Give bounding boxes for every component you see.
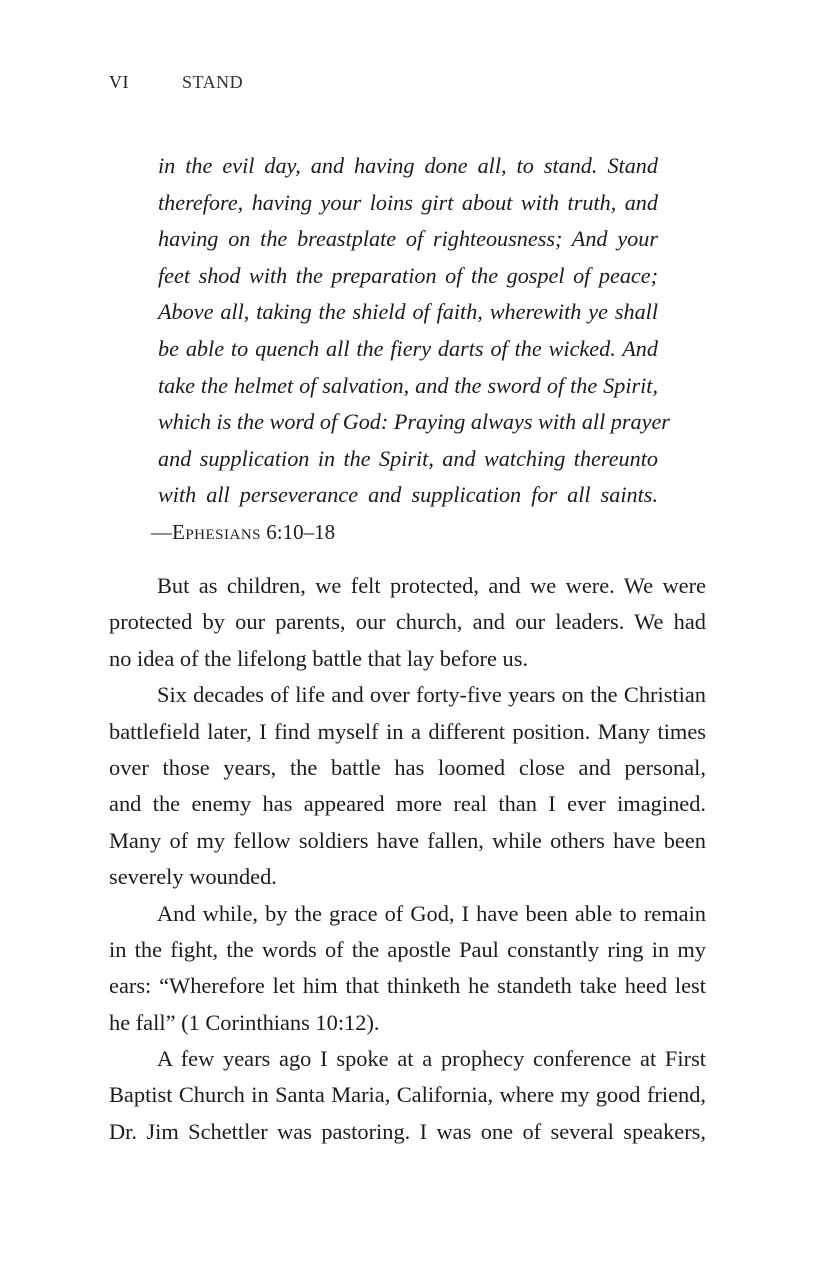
paragraph-line: protected by our parents, our church, and our leaders. We had	[109, 609, 706, 635]
paragraph-line: Six decades of life and over forty-five years on the Christian	[157, 682, 706, 708]
epigraph-line: which is the word of God: Praying always with all prayer	[158, 409, 670, 435]
epigraph-line: Above all, taking the shield of faith, wherewith ye shall	[158, 299, 658, 325]
paragraph-line: ears: “Wherefore let him that thinketh he standeth take heed lest	[109, 973, 706, 999]
epigraph-line: feet shod with the preparation of the gospel of peace;	[158, 262, 658, 288]
paragraph-line: in the fight, the words of the apostle Paul constantly ring in my	[109, 936, 706, 962]
paragraph-line: But as children, we felt protected, and we were. We were	[157, 573, 706, 598]
paragraph-line: A few years ago I spoke at a prophecy conference at First	[157, 1046, 706, 1072]
paragraph-line: no idea of the lifelong battle that lay before us.	[109, 645, 529, 671]
paragraph-line: he fall” (1 Corinthians 10:12).	[109, 1009, 380, 1035]
epigraph-line: with all perseverance and supplication for all saints.	[158, 482, 658, 508]
epigraph-quote	[158, 148, 670, 514]
epigraph-line: therefore, having your loins girt about with truth, and	[158, 189, 658, 215]
attribution-reference: 6:10–18	[261, 520, 336, 544]
paragraph-line: severely wounded.	[109, 864, 277, 890]
attribution-dash: —	[151, 520, 172, 544]
paragraph-line: battlefield later, I find myself in a different position. Many times	[109, 718, 706, 744]
paragraph-line: Many of my fellow soldiers have fallen, while others have been	[109, 827, 706, 853]
running-head	[109, 72, 244, 93]
book-title: STAND	[182, 72, 244, 92]
epigraph-line: having on the breastplate of righteousness; And your	[158, 226, 658, 252]
epigraph-attribution	[151, 514, 335, 550]
paragraph-line: And while, by the grace of God, I have been able to remain	[157, 900, 706, 926]
page-number: VI	[109, 72, 129, 92]
epigraph-line: in the evil day, and having done all, to stand. Stand	[158, 153, 658, 178]
paragraph-line: over those years, the battle has loomed close and personal,	[109, 754, 706, 780]
paragraph-line: Dr. Jim Schettler was pastoring. I was one of several speakers,	[109, 1118, 706, 1144]
epigraph-line: and supplication in the Spirit, and watching thereunto	[158, 445, 658, 471]
body-text	[109, 568, 706, 1150]
paragraph-line: Baptist Church in Santa Maria, California, where my good friend,	[109, 1082, 706, 1108]
paragraph-line: and the enemy has appeared more real than I ever imagined.	[109, 791, 706, 817]
epigraph-line: be able to quench all the fiery darts of the wicked. And	[158, 335, 658, 361]
attribution-source: Ephesians	[172, 520, 262, 544]
epigraph-line: take the helmet of salvation, and the sword of the Spirit,	[158, 372, 658, 398]
